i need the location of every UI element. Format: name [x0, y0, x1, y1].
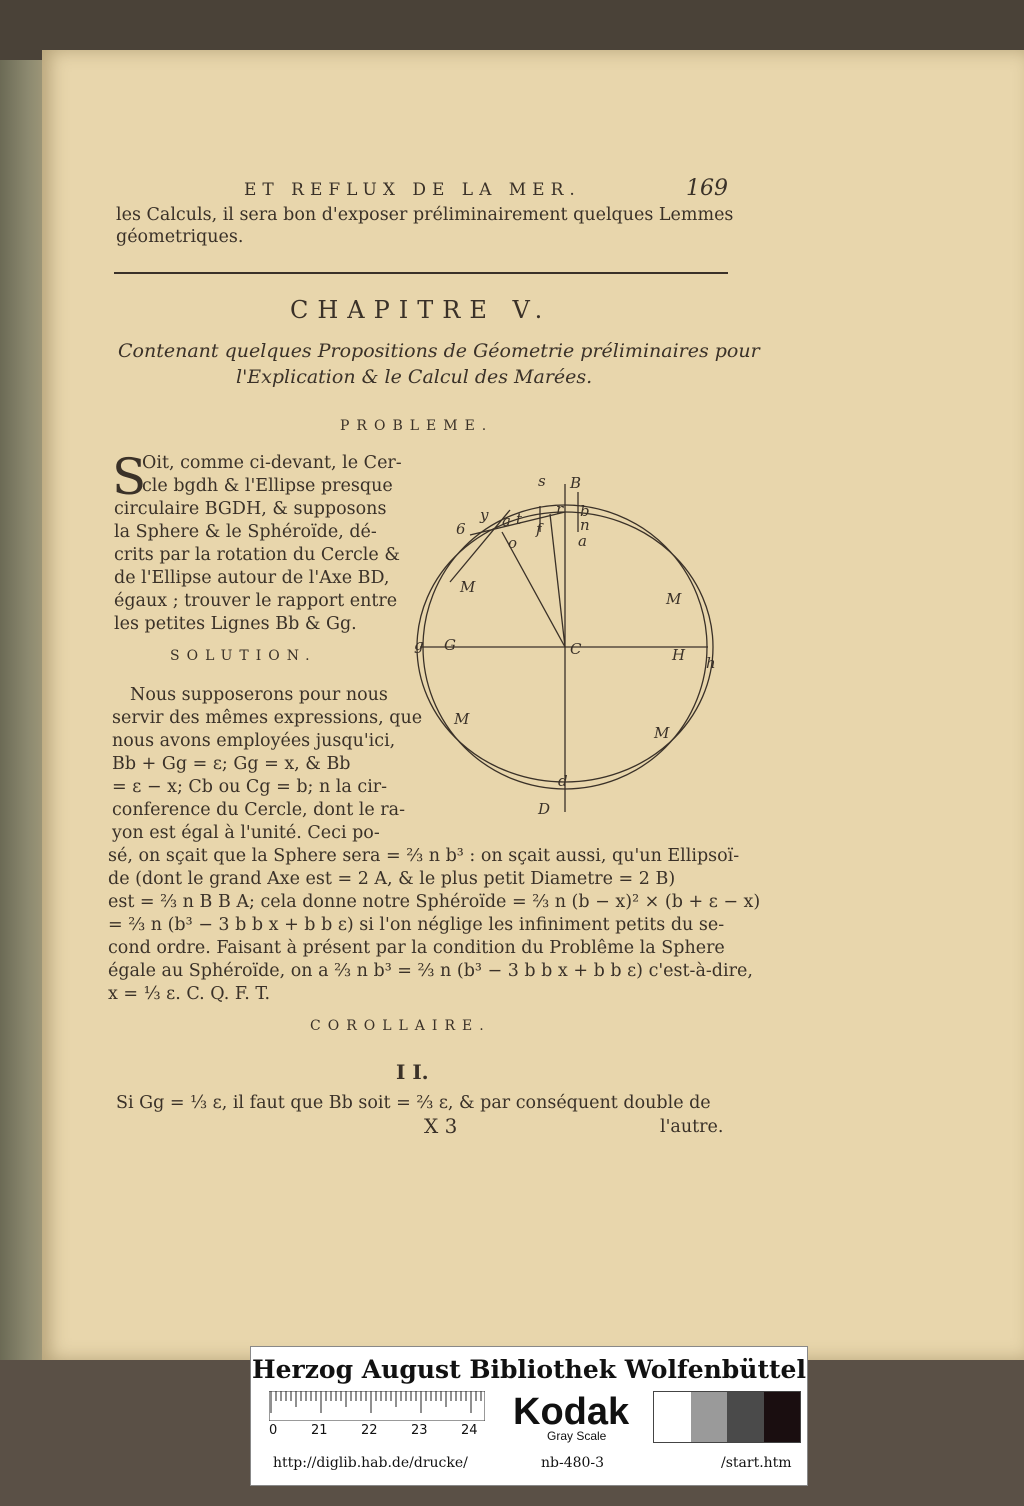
signature-mark: X 3: [424, 1114, 458, 1138]
figure-label: C: [570, 640, 582, 658]
library-name: Herzog August Bibliothek Wolfenbüttel: [252, 1355, 806, 1384]
figure-label: o: [508, 534, 518, 552]
probleme-line: Oit, comme ci-devant, le Cer-: [142, 453, 402, 473]
solution-line: conference du Cercle, dont le ra-: [112, 800, 406, 820]
probleme-line: de l'Ellipse autour de l'Axe BD,: [114, 568, 390, 588]
shelfmark: nb-480-3: [541, 1455, 605, 1471]
probleme-line: cle bgdh & l'Ellipse presque: [142, 476, 393, 496]
gray-swatch: [654, 1392, 691, 1442]
gray-swatch: [764, 1392, 801, 1442]
solution-line: égale au Sphéroïde, on a ⅔ n b³ = ⅔ n (b³ − 3 b b x + b b ε) c'est-à-dire,: [108, 961, 753, 981]
ruler-label: 21: [311, 1423, 328, 1438]
solution-line: nous avons employées jusqu'ici,: [112, 731, 396, 751]
solution-line: Nous supposerons pour nous: [130, 685, 388, 705]
figure-label: M: [454, 710, 470, 728]
radius-C2: [550, 514, 565, 647]
probleme-line: égaux ; trouver le rapport entre: [114, 591, 398, 611]
solution-heading: SOLUTION.: [170, 648, 317, 664]
intro-line-2: géometriques.: [116, 227, 244, 247]
ruler-label: 24: [461, 1423, 478, 1438]
library-url: http://diglib.hab.de/drucke/: [273, 1455, 468, 1471]
figure-label: a: [578, 532, 587, 550]
figure-label: B: [570, 474, 582, 492]
probleme-line: circulaire BGDH, & supposons: [114, 499, 387, 519]
gray-swatch: [691, 1392, 728, 1442]
figure-label: h: [706, 654, 716, 672]
drop-cap: S: [112, 448, 147, 506]
figure-label: H: [672, 646, 686, 664]
solution-line: servir des mêmes expressions, que: [112, 708, 423, 728]
solution-line: = ε − x; Cb ou Cg = b; n la cir-: [112, 777, 388, 797]
figure-label: D: [538, 800, 551, 818]
chapter-subtitle-1: Contenant quelques Propositions de Géometrie préliminaires pour: [118, 340, 760, 362]
catchword: l'autre.: [660, 1117, 724, 1137]
corollaire-heading: COROLLAIRE.: [310, 1018, 491, 1034]
figure-label: d: [558, 772, 568, 790]
figure-label: t: [516, 510, 523, 528]
grayscale-label: Gray Scale: [547, 1429, 607, 1443]
figure-label: g: [414, 636, 424, 654]
figure-label: G: [444, 636, 456, 654]
figure-label: M: [654, 724, 670, 742]
ruler-label: 22: [361, 1423, 378, 1438]
geometric-figure: [410, 462, 725, 822]
figure-label: 6: [456, 520, 466, 538]
solution-line: cond ordre. Faisant à présent par la condition du Problême la Sphere: [108, 938, 725, 958]
solution-line: sé, on sçait que la Sphere sera = ⅔ n b³ : on sçait aussi, qu'un Ellipsoï-: [108, 846, 740, 866]
figure-label: b: [580, 502, 590, 520]
left-page-edge: [0, 60, 48, 1506]
figure-label: r: [556, 500, 564, 518]
chapter-title: CHAPITRE V.: [290, 296, 552, 324]
probleme-heading: PROBLEME.: [340, 418, 494, 434]
gray-scale-swatches: [653, 1391, 801, 1443]
running-head: ET REFLUX DE LA MER.: [244, 180, 581, 200]
solution-line: est = ⅔ n B B A; cela donne notre Sphéroïde = ⅔ n (b − x)² × (b + ε − x): [108, 892, 761, 912]
probleme-line: les petites Lignes Bb & Gg.: [114, 614, 357, 634]
intro-line-1: les Calculs, il sera bon d'exposer préliminairement quelques Lemmes: [116, 205, 734, 225]
solution-line: = ⅔ n (b³ − 3 b b x + b b ε) si l'on néglige les infiniment petits du se-: [108, 915, 725, 935]
chapter-rule: [114, 272, 728, 274]
gray-swatch: [727, 1392, 764, 1442]
solution-line: de (dont le grand Axe est = 2 A, & le plus petit Diametre = 2 B): [108, 869, 676, 889]
corollaire-text: Si Gg = ⅓ ε, il faut que Bb soit = ⅔ ε, & par conséquent double de: [116, 1093, 711, 1113]
start-link[interactable]: /start.htm: [721, 1455, 792, 1471]
figure-label: n: [580, 516, 590, 534]
ruler-label: 23: [411, 1423, 428, 1438]
page-number: 169: [686, 176, 728, 201]
solution-line: yon est égal à l'unité. Ceci po-: [112, 823, 380, 843]
figure-label: M: [460, 578, 476, 596]
solution-line: Bb + Gg = ε; Gg = x, & Bb: [112, 754, 351, 774]
solution-line: x = ⅓ ε. C. Q. F. T.: [108, 984, 271, 1004]
probleme-line: crits par la rotation du Cercle &: [114, 545, 400, 565]
probleme-line: la Sphere & le Sphéroïde, dé-: [114, 522, 377, 542]
figure-label: f: [536, 520, 542, 538]
figure-label: M: [666, 590, 682, 608]
figure-label: y: [480, 506, 489, 524]
kodak-logo: Kodak: [513, 1391, 630, 1433]
figure-label: s: [538, 472, 546, 490]
corollaire-number: I I.: [396, 1060, 429, 1084]
figure-label: a: [502, 512, 511, 530]
library-color-bar: [250, 1346, 808, 1486]
chapter-subtitle-2: l'Explication & le Calcul des Marées.: [236, 366, 593, 388]
ruler-label: 0: [269, 1423, 278, 1438]
measuring-ruler: [269, 1391, 485, 1421]
